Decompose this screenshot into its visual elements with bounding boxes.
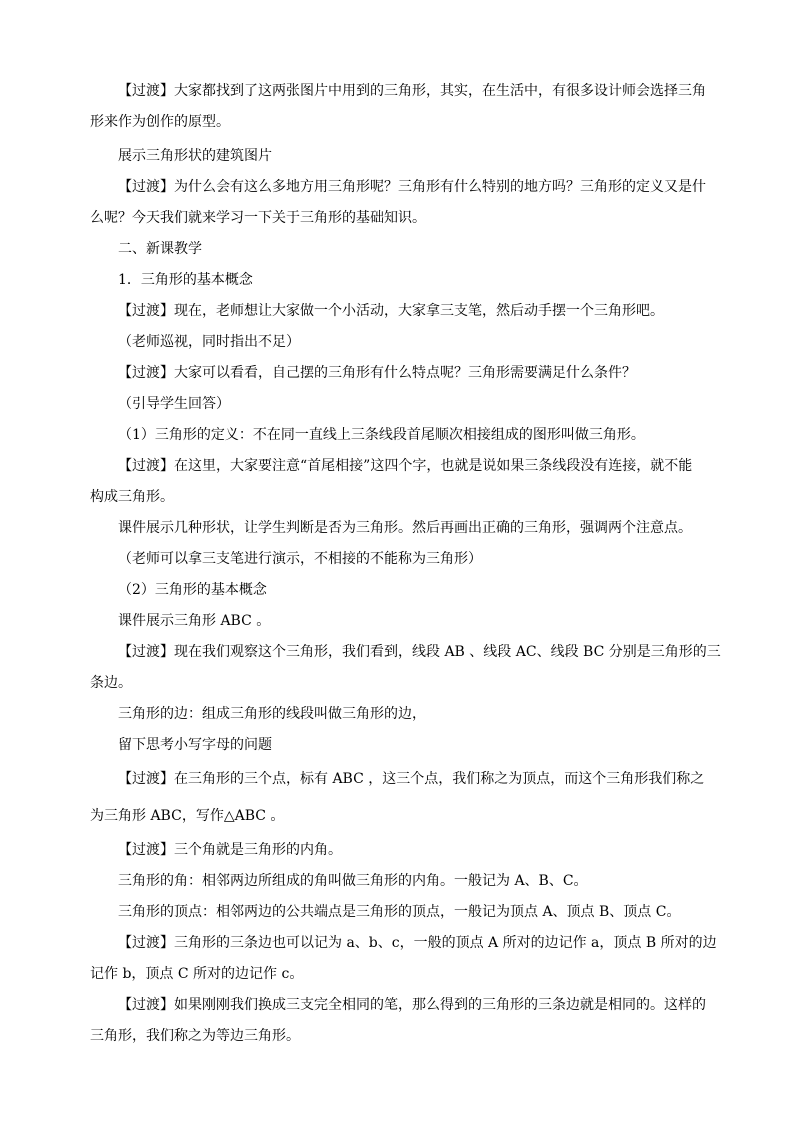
paragraph-transition-1 <box>90 76 706 138</box>
text-line: 【过渡】为什么会有这么多地方用三角形呢？三角形有什么特别的地方吗？三角形的定义又是什 <box>118 179 706 195</box>
paragraph-transition-6 <box>90 637 721 699</box>
paragraph-transition-8 <box>90 835 706 866</box>
text-line: 课件展示三角形 ABC 。 <box>118 613 271 629</box>
paragraph-transition-4 <box>90 358 706 389</box>
text-line: 【过渡】在三角形的三个点，标有 ABC ，这三个点，我们称之为顶点，而这个三角形我们称之 <box>118 771 705 787</box>
paragraph-transition-3 <box>90 296 706 327</box>
text-line: 1．三角形的基本概念 <box>118 272 253 288</box>
paragraph-transition-5 <box>90 451 706 513</box>
paragraph-lowercase-question <box>90 730 706 761</box>
paragraph-transition-2 <box>90 172 706 234</box>
text-line: （老师巡视，同时指出不足） <box>118 334 300 350</box>
text-line: 【过渡】现在我们观察这个三角形，我们看到，线段 AB 、线段 AC、线段 BC 分别是三角形的三 <box>118 644 721 660</box>
text-line: 记作 b，顶点 C 所对的边记作 c。 <box>90 966 304 982</box>
text-line: （2）三角形的基本概念 <box>118 582 267 598</box>
text-line: 形来作为创作的原型。 <box>90 114 230 130</box>
text-line: 【过渡】现在，老师想让大家做一个小活动，大家拿三支笔，然后动手摆一个三角形吧。 <box>118 303 664 319</box>
paragraph-triangle-vertices <box>90 897 706 928</box>
paragraph-teacher-patrol <box>90 327 706 358</box>
text-line: 条边。 <box>90 675 132 691</box>
paragraph-transition-9 <box>90 928 717 990</box>
text-line: 三角形，我们称之为等边三角形。 <box>90 1028 300 1044</box>
text-line: （老师可以拿三支笔进行演示，不相接的不能称为三角形） <box>118 551 482 567</box>
text-line: 课件展示几种形状，让学生判断是否为三角形。然后再画出正确的三角形，强调两个注意点。 <box>118 520 692 536</box>
text-line: 留下思考小写字母的问题 <box>118 737 272 753</box>
paragraph-teacher-demo <box>90 544 706 575</box>
text-line: 【过渡】如果刚刚我们换成三支完全相同的笔，那么得到的三角形的三条边就是相同的。这样的 <box>118 997 706 1013</box>
paragraph-guide-answer <box>90 389 706 420</box>
section-heading-new-lesson <box>90 234 706 265</box>
paragraph-transition-10 <box>90 990 706 1052</box>
text-line: （引导学生回答） <box>118 396 230 412</box>
text-line: 三角形的角：相邻两边所组成的角叫做三角形的内角。一般记为 A、B、C。 <box>118 873 588 889</box>
text-line: 二、新课教学 <box>118 241 202 257</box>
text-line: 【过渡】三角形的三条边也可以记为 a、b、c，一般的顶点 A 所对的边记作 a，顶点 B 所对的边 <box>118 935 717 951</box>
text-line: 【过渡】三个角就是三角形的内角。 <box>118 842 342 858</box>
text-line: 三角形的边：组成三角形的线段叫做三角形的边， <box>118 706 426 722</box>
text-line: 【过渡】大家都找到了这两张图片中用到的三角形，其实，在生活中，有很多设计师会选择三角 <box>118 83 706 99</box>
paragraph-show-triangle-abc <box>90 606 706 637</box>
text-line: 【过渡】大家可以看看，自己摆的三角形有什么特点呢？三角形需要满足什么条件？ <box>118 365 636 381</box>
text-line: （1）三角形的定义：不在同一直线上三条线段首尾顺次相接组成的图形叫做三角形。 <box>118 427 645 443</box>
paragraph-definition <box>90 420 706 451</box>
text-line: 为三角形 ABC，写作△ABC 。 <box>90 808 285 824</box>
subsection-heading-basic-concepts <box>90 265 706 296</box>
paragraph-architecture-images <box>90 141 706 172</box>
text-line: 三角形的顶点：相邻两边的公共端点是三角形的顶点，一般记为顶点 A、顶点 B、顶点 C。 <box>118 904 681 920</box>
text-line: 【过渡】在这里，大家要注意“首尾相接”这四个字，也就是说如果三条线段没有连接，就不能 <box>118 458 693 474</box>
text-line: 展示三角形状的建筑图片 <box>118 148 272 164</box>
paragraph-triangle-sides <box>90 699 706 730</box>
paragraph-triangle-angles <box>90 866 706 897</box>
paragraph-basic-concepts-heading <box>90 575 706 606</box>
paragraph-courseware-shapes <box>90 513 706 544</box>
text-line: 么呢？今天我们就来学习一下关于三角形的基础知识。 <box>90 210 426 226</box>
paragraph-transition-7 <box>90 761 706 835</box>
text-line: 构成三角形。 <box>90 489 174 505</box>
